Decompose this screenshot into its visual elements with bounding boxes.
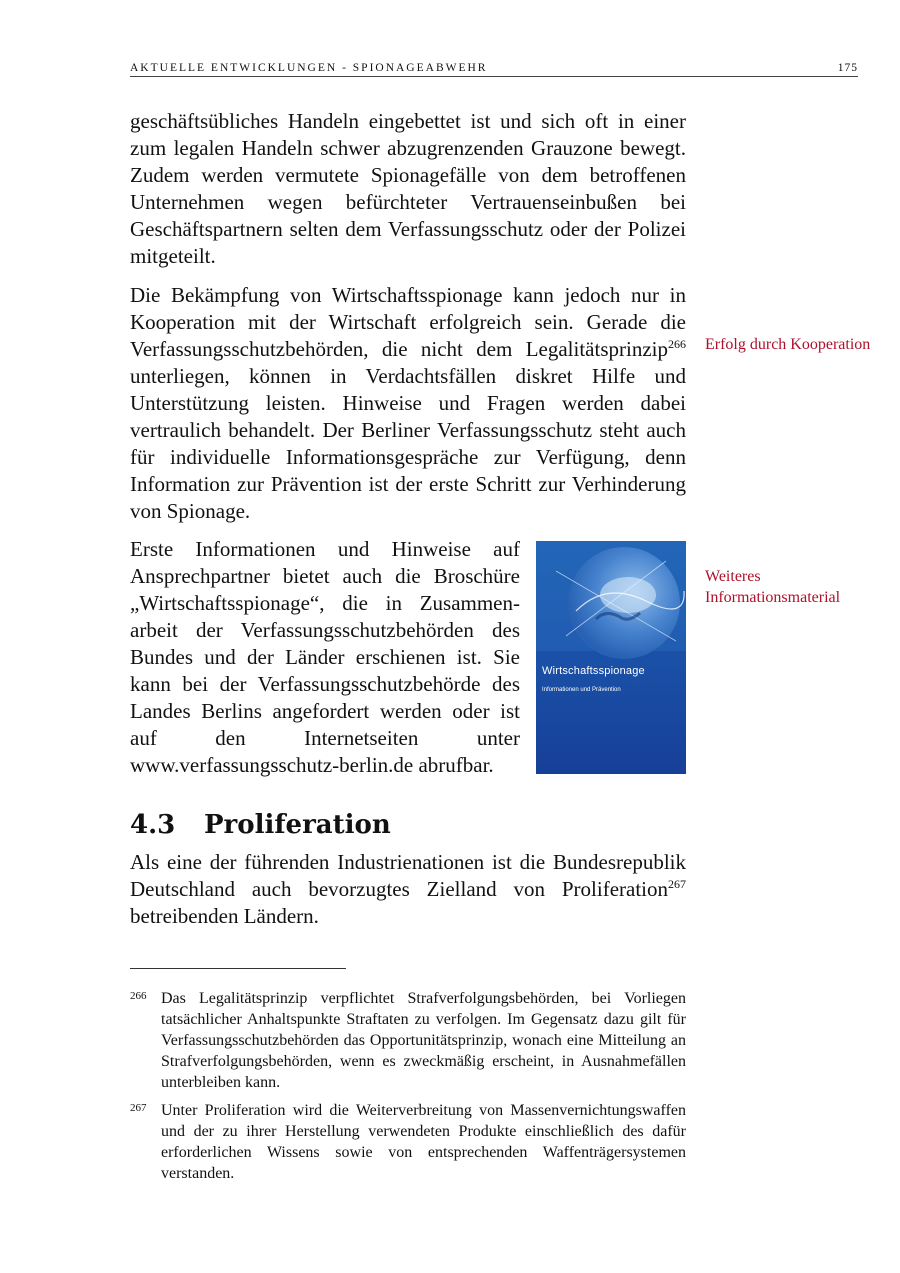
footnote-divider (130, 968, 346, 969)
paragraph-3 (130, 536, 520, 779)
brochure-cover-image (536, 541, 686, 774)
paragraph-4 (130, 849, 686, 930)
brochure-title: Wirtschaftsspionage (542, 665, 645, 677)
footnote-267 (130, 1100, 686, 1184)
page-number: 175 (837, 62, 858, 74)
paragraph-4-part-b: betreibenden Ländern. (130, 904, 319, 928)
footnote-mark: 266 (130, 990, 147, 1002)
paragraph-2 (130, 282, 686, 525)
section-number: 4.3 (130, 810, 176, 840)
paragraph-4-part-a: Als eine der führenden Industrienationen ist die Bundesrepublik Deutschland auch bevorzugtes Zielland von Proliferation (130, 850, 686, 901)
footnote-mark: 267 (130, 1102, 147, 1114)
paragraph-2-part-a: Die Bekämpfung von Wirtschaftsspionage kann jedoch nur in Kooperation mit der Wirtschaft erfolgreich sein. Gerade die Verfassungsschutzbehörden, die nicht dem Legalitätsprinzip (130, 283, 686, 361)
margin-note-cooperation: Erfolg durch Kooperation (705, 336, 871, 353)
footnote-ref-267[interactable]: 267 (668, 877, 686, 891)
brochure-subtitle: Informationen und Prävention (542, 687, 621, 693)
paragraph-1 (130, 108, 686, 270)
section-title: Proliferation (204, 810, 391, 840)
footnote-ref-266[interactable]: 266 (668, 337, 686, 351)
footnote-text: Das Legalitätsprinzip verpflichtet Strafverfolgungsbehörden, bei Vorliegen tatsächlicher Anhaltspunkte Straftaten zu verfolgen. Im Gegensatz dazu gilt für Verfassungsschutzbehörden das Opportunitätsprinzip, wonach eine Mitteilung an Strafverfolgungsbehörden, wenn es zweckmäßig erscheint, in Ausnahmefällen unterbleiben kann. (161, 990, 686, 1091)
margin-note-material: Weiteres Informationsmaterial (705, 568, 841, 606)
globe-illustration (536, 541, 686, 774)
paragraph-1-text: geschäftsübliches Handeln eingebettet ist und sich oft in einer zum legalen Handeln schwer abzugrenzenden Grauzone bewegt. Zudem werden vermutete Spionagefälle von dem betroffenen Unternehmen wegen befürchteter Vertrauenseinbußen bei Geschäftspartnern selten dem Verfassungsschutz oder der Polizei mitgeteilt. (130, 109, 686, 268)
paragraph-3-text: Erste Informationen und Hinweise auf Ansprechpartner bietet auch die Broschüre „Wirtschaftsspionage“, die in Zusammenarbeit der Verfassungsschutzbehörden des Bundes und der Länder erschienen ist. Sie kann bei der Verfassungsschutzbehörde des Landes Berlins angefordert werden oder ist auf den Internetseiten unter www.verfassungsschutz-berlin.de abrufbar. (130, 537, 520, 777)
section-heading (130, 810, 391, 840)
paragraph-2-text (130, 282, 686, 525)
paragraph-4-text (130, 849, 686, 930)
paragraph-2-part-b: unterliegen, können in Verdachtsfällen diskret Hilfe und Unterstützung leisten. Hinweise und Fragen werden dabei vertraulich behandelt. Der Berliner Verfassungsschutz steht auch für individuelle Informationsgespräche zur Verfügung, denn Information zur Prävention ist der erste Schritt zur Verhinderung von Spionage. (130, 364, 686, 523)
running-title: AKTUELLE ENTWICKLUNGEN - SPIONAGEABWEHR (130, 62, 488, 74)
footnote-266 (130, 988, 686, 1093)
running-header (130, 62, 858, 77)
footnote-text: Unter Proliferation wird die Weiterverbreitung von Massenvernichtungswaffen und der zu ihrer Herstellung verwendeten Produkte einschließlich des dafür erforderlichen Wissens sowie von entsprechenden Waffenträgersystemen verstanden. (161, 1102, 686, 1182)
